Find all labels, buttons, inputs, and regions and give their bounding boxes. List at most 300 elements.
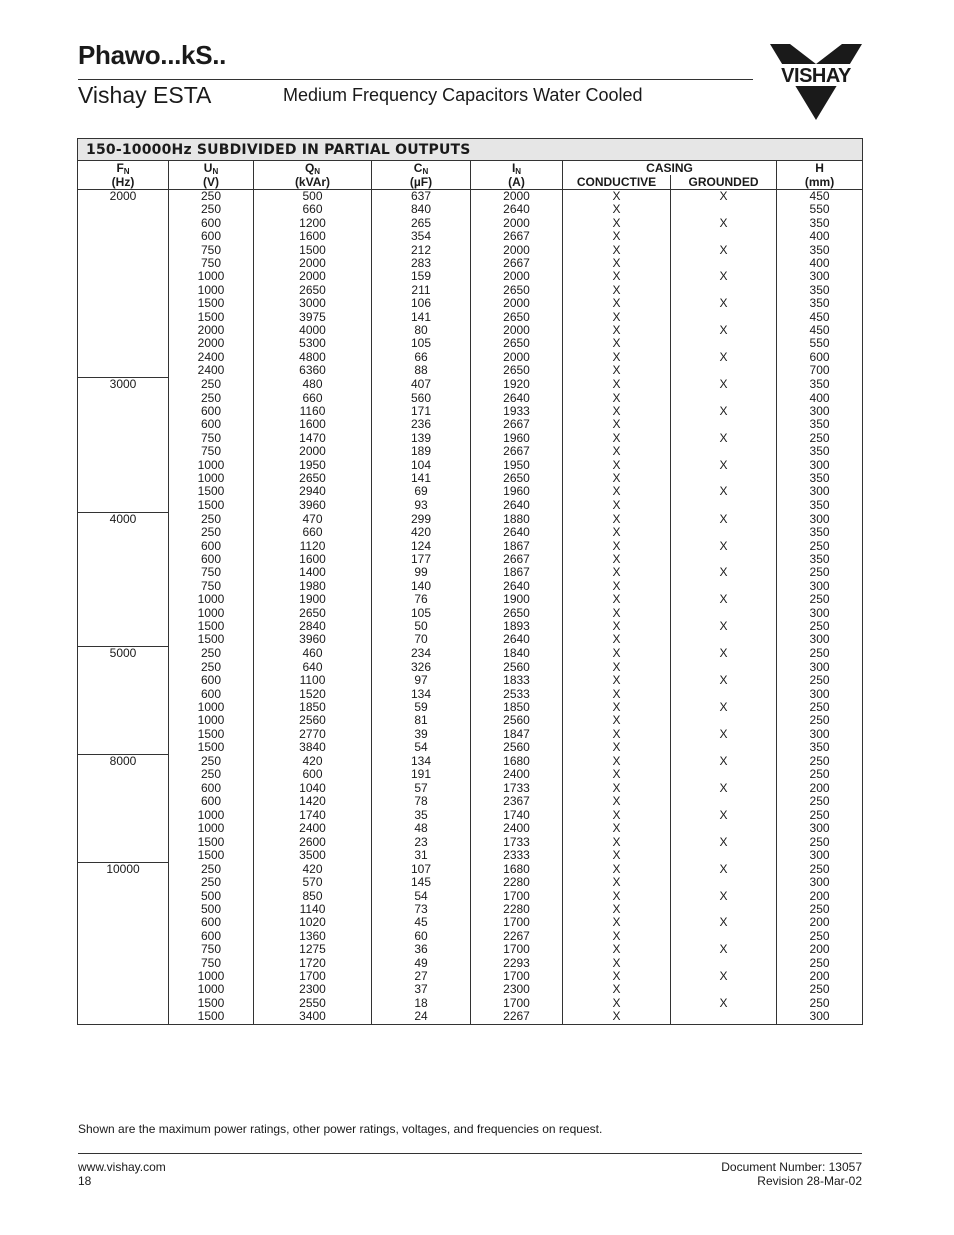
in-unit: (A) <box>508 175 525 189</box>
cell-un: 1000 <box>169 270 254 283</box>
cell-fn <box>78 432 169 445</box>
cell-cn: 107 <box>372 862 471 876</box>
cell-h: 250 <box>777 862 863 876</box>
cell-grounded <box>671 445 777 458</box>
table-row <box>78 270 863 283</box>
cell-conductive: X <box>563 674 671 687</box>
cell-qn: 420 <box>254 862 372 876</box>
cell-fn <box>78 230 169 243</box>
cell-h: 300 <box>777 1010 863 1024</box>
cell-cn: 104 <box>372 459 471 472</box>
cell-un: 250 <box>169 203 254 216</box>
col-header-fn <box>78 161 169 190</box>
cell-grounded <box>671 472 777 485</box>
cell-qn: 3500 <box>254 849 372 862</box>
cell-qn: 1040 <box>254 782 372 795</box>
cell-cn: 420 <box>372 526 471 539</box>
cell-fn <box>78 782 169 795</box>
cell-un: 600 <box>169 217 254 230</box>
cell-conductive: X <box>563 890 671 903</box>
cell-conductive: X <box>563 540 671 553</box>
cell-in: 2667 <box>471 418 563 431</box>
cell-qn: 1470 <box>254 432 372 445</box>
cell-h: 300 <box>777 688 863 701</box>
cell-in: 2640 <box>471 526 563 539</box>
cell-grounded <box>671 688 777 701</box>
cell-cn: 54 <box>372 741 471 754</box>
cell-h: 250 <box>777 930 863 943</box>
cell-conductive: X <box>563 688 671 701</box>
cell-qn: 500 <box>254 190 372 204</box>
cell-fn <box>78 445 169 458</box>
cell-conductive: X <box>563 876 671 889</box>
table-row <box>78 809 863 822</box>
cell-h: 450 <box>777 190 863 204</box>
cell-cn: 105 <box>372 337 471 350</box>
footer-document-number: Document Number: 13057 <box>721 1160 862 1174</box>
cell-fn <box>78 890 169 903</box>
cell-un: 1000 <box>169 822 254 835</box>
cell-fn <box>78 324 169 337</box>
cell-in: 2533 <box>471 688 563 701</box>
cell-cn: 27 <box>372 970 471 983</box>
page-title: Phawo...kS.. <box>78 40 227 70</box>
un-subscript: N <box>212 167 219 176</box>
fn-unit: (Hz) <box>111 175 135 189</box>
cell-cn: 145 <box>372 876 471 889</box>
cell-fn <box>78 876 169 889</box>
table-footnote: Shown are the maximum power ratings, other power ratings, voltages, and frequencies on request. <box>78 1122 603 1136</box>
cell-fn <box>78 1010 169 1024</box>
cell-conductive: X <box>563 499 671 512</box>
cell-in: 1960 <box>471 432 563 445</box>
cell-qn: 2560 <box>254 714 372 727</box>
table-row <box>78 553 863 566</box>
cell-qn: 2000 <box>254 257 372 270</box>
cell-grounded <box>671 983 777 996</box>
cell-in: 2667 <box>471 257 563 270</box>
cell-cn: 236 <box>372 418 471 431</box>
cell-conductive: X <box>563 203 671 216</box>
cell-fn: 10000 <box>78 862 169 876</box>
cell-conductive: X <box>563 364 671 377</box>
cell-un: 250 <box>169 862 254 876</box>
cell-conductive: X <box>563 378 671 392</box>
cell-conductive: X <box>563 217 671 230</box>
cell-cn: 124 <box>372 540 471 553</box>
cell-grounded: X <box>671 540 777 553</box>
cell-cn: 81 <box>372 714 471 727</box>
cell-grounded: X <box>671 970 777 983</box>
cell-un: 1000 <box>169 593 254 606</box>
cell-qn: 1140 <box>254 903 372 916</box>
cell-fn <box>78 970 169 983</box>
cell-cn: 97 <box>372 674 471 687</box>
cell-h: 300 <box>777 849 863 862</box>
cell-conductive: X <box>563 297 671 310</box>
cell-un: 750 <box>169 957 254 970</box>
cell-qn: 2650 <box>254 284 372 297</box>
cell-fn <box>78 526 169 539</box>
cell-un: 250 <box>169 755 254 769</box>
cell-qn: 1980 <box>254 580 372 593</box>
cell-un: 1500 <box>169 620 254 633</box>
table-row <box>78 661 863 674</box>
cell-fn <box>78 540 169 553</box>
cell-cn: 354 <box>372 230 471 243</box>
cn-subscript: N <box>422 167 429 176</box>
cell-qn: 2600 <box>254 836 372 849</box>
cell-un: 1000 <box>169 607 254 620</box>
cell-h: 350 <box>777 741 863 754</box>
cell-in: 2267 <box>471 930 563 943</box>
cell-cn: 49 <box>372 957 471 970</box>
cell-h: 300 <box>777 405 863 418</box>
cell-un: 750 <box>169 580 254 593</box>
cell-conductive: X <box>563 768 671 781</box>
cell-in: 2400 <box>471 768 563 781</box>
cell-qn: 2940 <box>254 485 372 498</box>
cell-un: 1500 <box>169 849 254 862</box>
table-row <box>78 795 863 808</box>
cell-h: 250 <box>777 795 863 808</box>
cell-conductive: X <box>563 930 671 943</box>
cell-cn: 93 <box>372 499 471 512</box>
cell-cn: 99 <box>372 566 471 579</box>
cell-conductive: X <box>563 472 671 485</box>
cell-grounded <box>671 284 777 297</box>
table-row <box>78 405 863 418</box>
cell-conductive: X <box>563 943 671 956</box>
col-header-qn <box>254 161 372 190</box>
cell-fn <box>78 957 169 970</box>
cell-cn: 191 <box>372 768 471 781</box>
cell-qn: 1275 <box>254 943 372 956</box>
cell-h: 350 <box>777 284 863 297</box>
cell-conductive: X <box>563 957 671 970</box>
table-row <box>78 244 863 257</box>
cell-conductive: X <box>563 190 671 204</box>
cell-qn: 470 <box>254 512 372 526</box>
cell-in: 1920 <box>471 378 563 392</box>
cell-grounded: X <box>671 674 777 687</box>
cell-un: 1000 <box>169 472 254 485</box>
cell-un: 750 <box>169 566 254 579</box>
cell-grounded <box>671 714 777 727</box>
cell-fn <box>78 297 169 310</box>
cell-in: 1867 <box>471 540 563 553</box>
cell-conductive: X <box>563 230 671 243</box>
table-row <box>78 190 863 204</box>
cell-grounded: X <box>671 862 777 876</box>
cn-symbol: C <box>413 161 423 175</box>
table-row <box>78 836 863 849</box>
brand-name: Vishay ESTA <box>78 82 212 108</box>
cell-un: 1000 <box>169 701 254 714</box>
cell-in: 2640 <box>471 392 563 405</box>
cell-cn: 139 <box>372 432 471 445</box>
table-row <box>78 943 863 956</box>
cell-grounded: X <box>671 647 777 661</box>
cell-grounded: X <box>671 432 777 445</box>
cell-conductive: X <box>563 284 671 297</box>
cell-qn: 2550 <box>254 997 372 1010</box>
cell-grounded <box>671 1010 777 1024</box>
cell-qn: 1200 <box>254 217 372 230</box>
cell-un: 600 <box>169 418 254 431</box>
cell-conductive: X <box>563 916 671 929</box>
cell-grounded <box>671 768 777 781</box>
cell-un: 1500 <box>169 1010 254 1024</box>
cell-un: 750 <box>169 257 254 270</box>
cell-cn: 140 <box>372 580 471 593</box>
cell-un: 500 <box>169 890 254 903</box>
cell-qn: 570 <box>254 876 372 889</box>
cell-grounded: X <box>671 270 777 283</box>
cell-un: 250 <box>169 378 254 392</box>
cell-cn: 326 <box>372 661 471 674</box>
cell-un: 1500 <box>169 311 254 324</box>
table-row <box>78 311 863 324</box>
table-row <box>78 741 863 754</box>
cell-fn: 3000 <box>78 378 169 392</box>
cell-cn: 265 <box>372 217 471 230</box>
cell-h: 350 <box>777 499 863 512</box>
cell-h: 250 <box>777 566 863 579</box>
cell-un: 250 <box>169 392 254 405</box>
cell-in: 2650 <box>471 607 563 620</box>
cell-cn: 37 <box>372 983 471 996</box>
cell-h: 600 <box>777 351 863 364</box>
cell-conductive: X <box>563 311 671 324</box>
cell-grounded <box>671 930 777 943</box>
cell-grounded: X <box>671 190 777 204</box>
cell-in: 2650 <box>471 337 563 350</box>
cell-cn: 78 <box>372 795 471 808</box>
cell-qn: 3840 <box>254 741 372 754</box>
cell-in: 2367 <box>471 795 563 808</box>
cell-in: 2640 <box>471 499 563 512</box>
table-row <box>78 566 863 579</box>
qn-subscript: N <box>314 167 321 176</box>
cell-in: 2000 <box>471 324 563 337</box>
cell-h: 300 <box>777 661 863 674</box>
cell-grounded: X <box>671 324 777 337</box>
cell-cn: 45 <box>372 916 471 929</box>
cell-h: 300 <box>777 728 863 741</box>
cell-un: 600 <box>169 916 254 929</box>
cell-h: 200 <box>777 943 863 956</box>
cell-conductive: X <box>563 741 671 754</box>
cell-qn: 2000 <box>254 270 372 283</box>
cell-fn <box>78 849 169 862</box>
cell-in: 2640 <box>471 580 563 593</box>
cell-conductive: X <box>563 392 671 405</box>
cell-cn: 212 <box>372 244 471 257</box>
cell-grounded: X <box>671 701 777 714</box>
cell-fn <box>78 930 169 943</box>
cell-h: 300 <box>777 512 863 526</box>
table-row <box>78 997 863 1010</box>
cell-un: 600 <box>169 782 254 795</box>
cell-conductive: X <box>563 270 671 283</box>
cell-grounded: X <box>671 620 777 633</box>
table-caption: 150-10000Hz SUBDIVIDED IN PARTIAL OUTPUTS <box>78 139 863 161</box>
cell-grounded <box>671 257 777 270</box>
cell-grounded <box>671 580 777 593</box>
cell-h: 350 <box>777 418 863 431</box>
cell-qn: 1520 <box>254 688 372 701</box>
cell-cn: 66 <box>372 351 471 364</box>
cell-conductive: X <box>563 633 671 646</box>
cell-grounded <box>671 957 777 970</box>
cell-in: 1933 <box>471 405 563 418</box>
cell-conductive: X <box>563 566 671 579</box>
cell-conductive: X <box>563 755 671 769</box>
cell-qn: 1700 <box>254 970 372 983</box>
table-row <box>78 217 863 230</box>
cell-qn: 2000 <box>254 445 372 458</box>
cell-in: 1733 <box>471 782 563 795</box>
cell-fn <box>78 593 169 606</box>
table-row <box>78 849 863 862</box>
qn-symbol: Q <box>304 161 315 175</box>
cell-fn <box>78 822 169 835</box>
cell-h: 250 <box>777 809 863 822</box>
cell-fn <box>78 580 169 593</box>
cell-h: 200 <box>777 970 863 983</box>
cell-h: 300 <box>777 633 863 646</box>
cell-cn: 70 <box>372 633 471 646</box>
cell-fn <box>78 701 169 714</box>
cell-grounded: X <box>671 890 777 903</box>
footer-divider <box>78 1153 862 1154</box>
table-row <box>78 580 863 593</box>
cell-h: 250 <box>777 701 863 714</box>
cell-qn: 1120 <box>254 540 372 553</box>
cell-cn: 134 <box>372 755 471 769</box>
cell-h: 250 <box>777 768 863 781</box>
cell-cn: 48 <box>372 822 471 835</box>
cell-conductive: X <box>563 809 671 822</box>
cell-cn: 106 <box>372 297 471 310</box>
cell-h: 200 <box>777 782 863 795</box>
cell-cn: 234 <box>372 647 471 661</box>
col-header-casing: CASING <box>563 161 777 176</box>
cell-un: 1000 <box>169 284 254 297</box>
table-row <box>78 647 863 661</box>
cell-h: 350 <box>777 526 863 539</box>
cell-grounded: X <box>671 459 777 472</box>
table-row <box>78 970 863 983</box>
cell-h: 300 <box>777 876 863 889</box>
table-row <box>78 526 863 539</box>
cell-qn: 1850 <box>254 701 372 714</box>
cell-in: 2640 <box>471 203 563 216</box>
cell-in: 1850 <box>471 701 563 714</box>
cell-in: 2560 <box>471 661 563 674</box>
cell-in: 2650 <box>471 364 563 377</box>
cell-h: 300 <box>777 485 863 498</box>
vishay-logo <box>770 44 862 122</box>
cell-fn <box>78 499 169 512</box>
col-header-conductive: CONDUCTIVE <box>563 175 671 190</box>
cell-conductive: X <box>563 432 671 445</box>
cell-conductive: X <box>563 983 671 996</box>
cell-un: 250 <box>169 647 254 661</box>
cell-conductive: X <box>563 997 671 1010</box>
cell-grounded: X <box>671 405 777 418</box>
cell-in: 1960 <box>471 485 563 498</box>
cell-grounded <box>671 418 777 431</box>
cell-qn: 660 <box>254 526 372 539</box>
cell-conductive: X <box>563 257 671 270</box>
cell-in: 1680 <box>471 755 563 769</box>
cell-cn: 299 <box>372 512 471 526</box>
table-row <box>78 674 863 687</box>
cell-grounded: X <box>671 351 777 364</box>
cell-in: 2000 <box>471 190 563 204</box>
table-row <box>78 418 863 431</box>
cell-qn: 2300 <box>254 983 372 996</box>
table-row <box>78 351 863 364</box>
cell-cn: 59 <box>372 701 471 714</box>
table-header-row <box>78 161 863 176</box>
cell-qn: 460 <box>254 647 372 661</box>
cell-grounded: X <box>671 244 777 257</box>
cell-grounded <box>671 607 777 620</box>
cell-qn: 660 <box>254 203 372 216</box>
cell-h: 300 <box>777 822 863 835</box>
cell-un: 250 <box>169 512 254 526</box>
cell-fn <box>78 741 169 754</box>
cell-conductive: X <box>563 822 671 835</box>
cell-fn <box>78 405 169 418</box>
cell-grounded <box>671 203 777 216</box>
cell-h: 300 <box>777 607 863 620</box>
cell-grounded: X <box>671 217 777 230</box>
cell-un: 600 <box>169 688 254 701</box>
table-row <box>78 203 863 216</box>
cell-cn: 24 <box>372 1010 471 1024</box>
cell-in: 1680 <box>471 862 563 876</box>
cell-in: 2560 <box>471 741 563 754</box>
cell-in: 2650 <box>471 472 563 485</box>
cell-cn: 39 <box>372 728 471 741</box>
cell-conductive: X <box>563 903 671 916</box>
table-row <box>78 983 863 996</box>
cell-un: 1000 <box>169 970 254 983</box>
cell-qn: 1420 <box>254 795 372 808</box>
cell-conductive: X <box>563 580 671 593</box>
cell-un: 1500 <box>169 997 254 1010</box>
cell-grounded: X <box>671 755 777 769</box>
cell-in: 1700 <box>471 997 563 1010</box>
cell-qn: 480 <box>254 378 372 392</box>
cell-fn <box>78 566 169 579</box>
cell-in: 2667 <box>471 445 563 458</box>
col-header-cn <box>372 161 471 190</box>
cn-unit: (µF) <box>409 175 433 189</box>
cell-conductive: X <box>563 970 671 983</box>
cell-in: 1700 <box>471 970 563 983</box>
table-row <box>78 822 863 835</box>
table-row <box>78 916 863 929</box>
cell-cn: 80 <box>372 324 471 337</box>
cell-fn <box>78 244 169 257</box>
cell-cn: 57 <box>372 782 471 795</box>
cell-fn <box>78 714 169 727</box>
